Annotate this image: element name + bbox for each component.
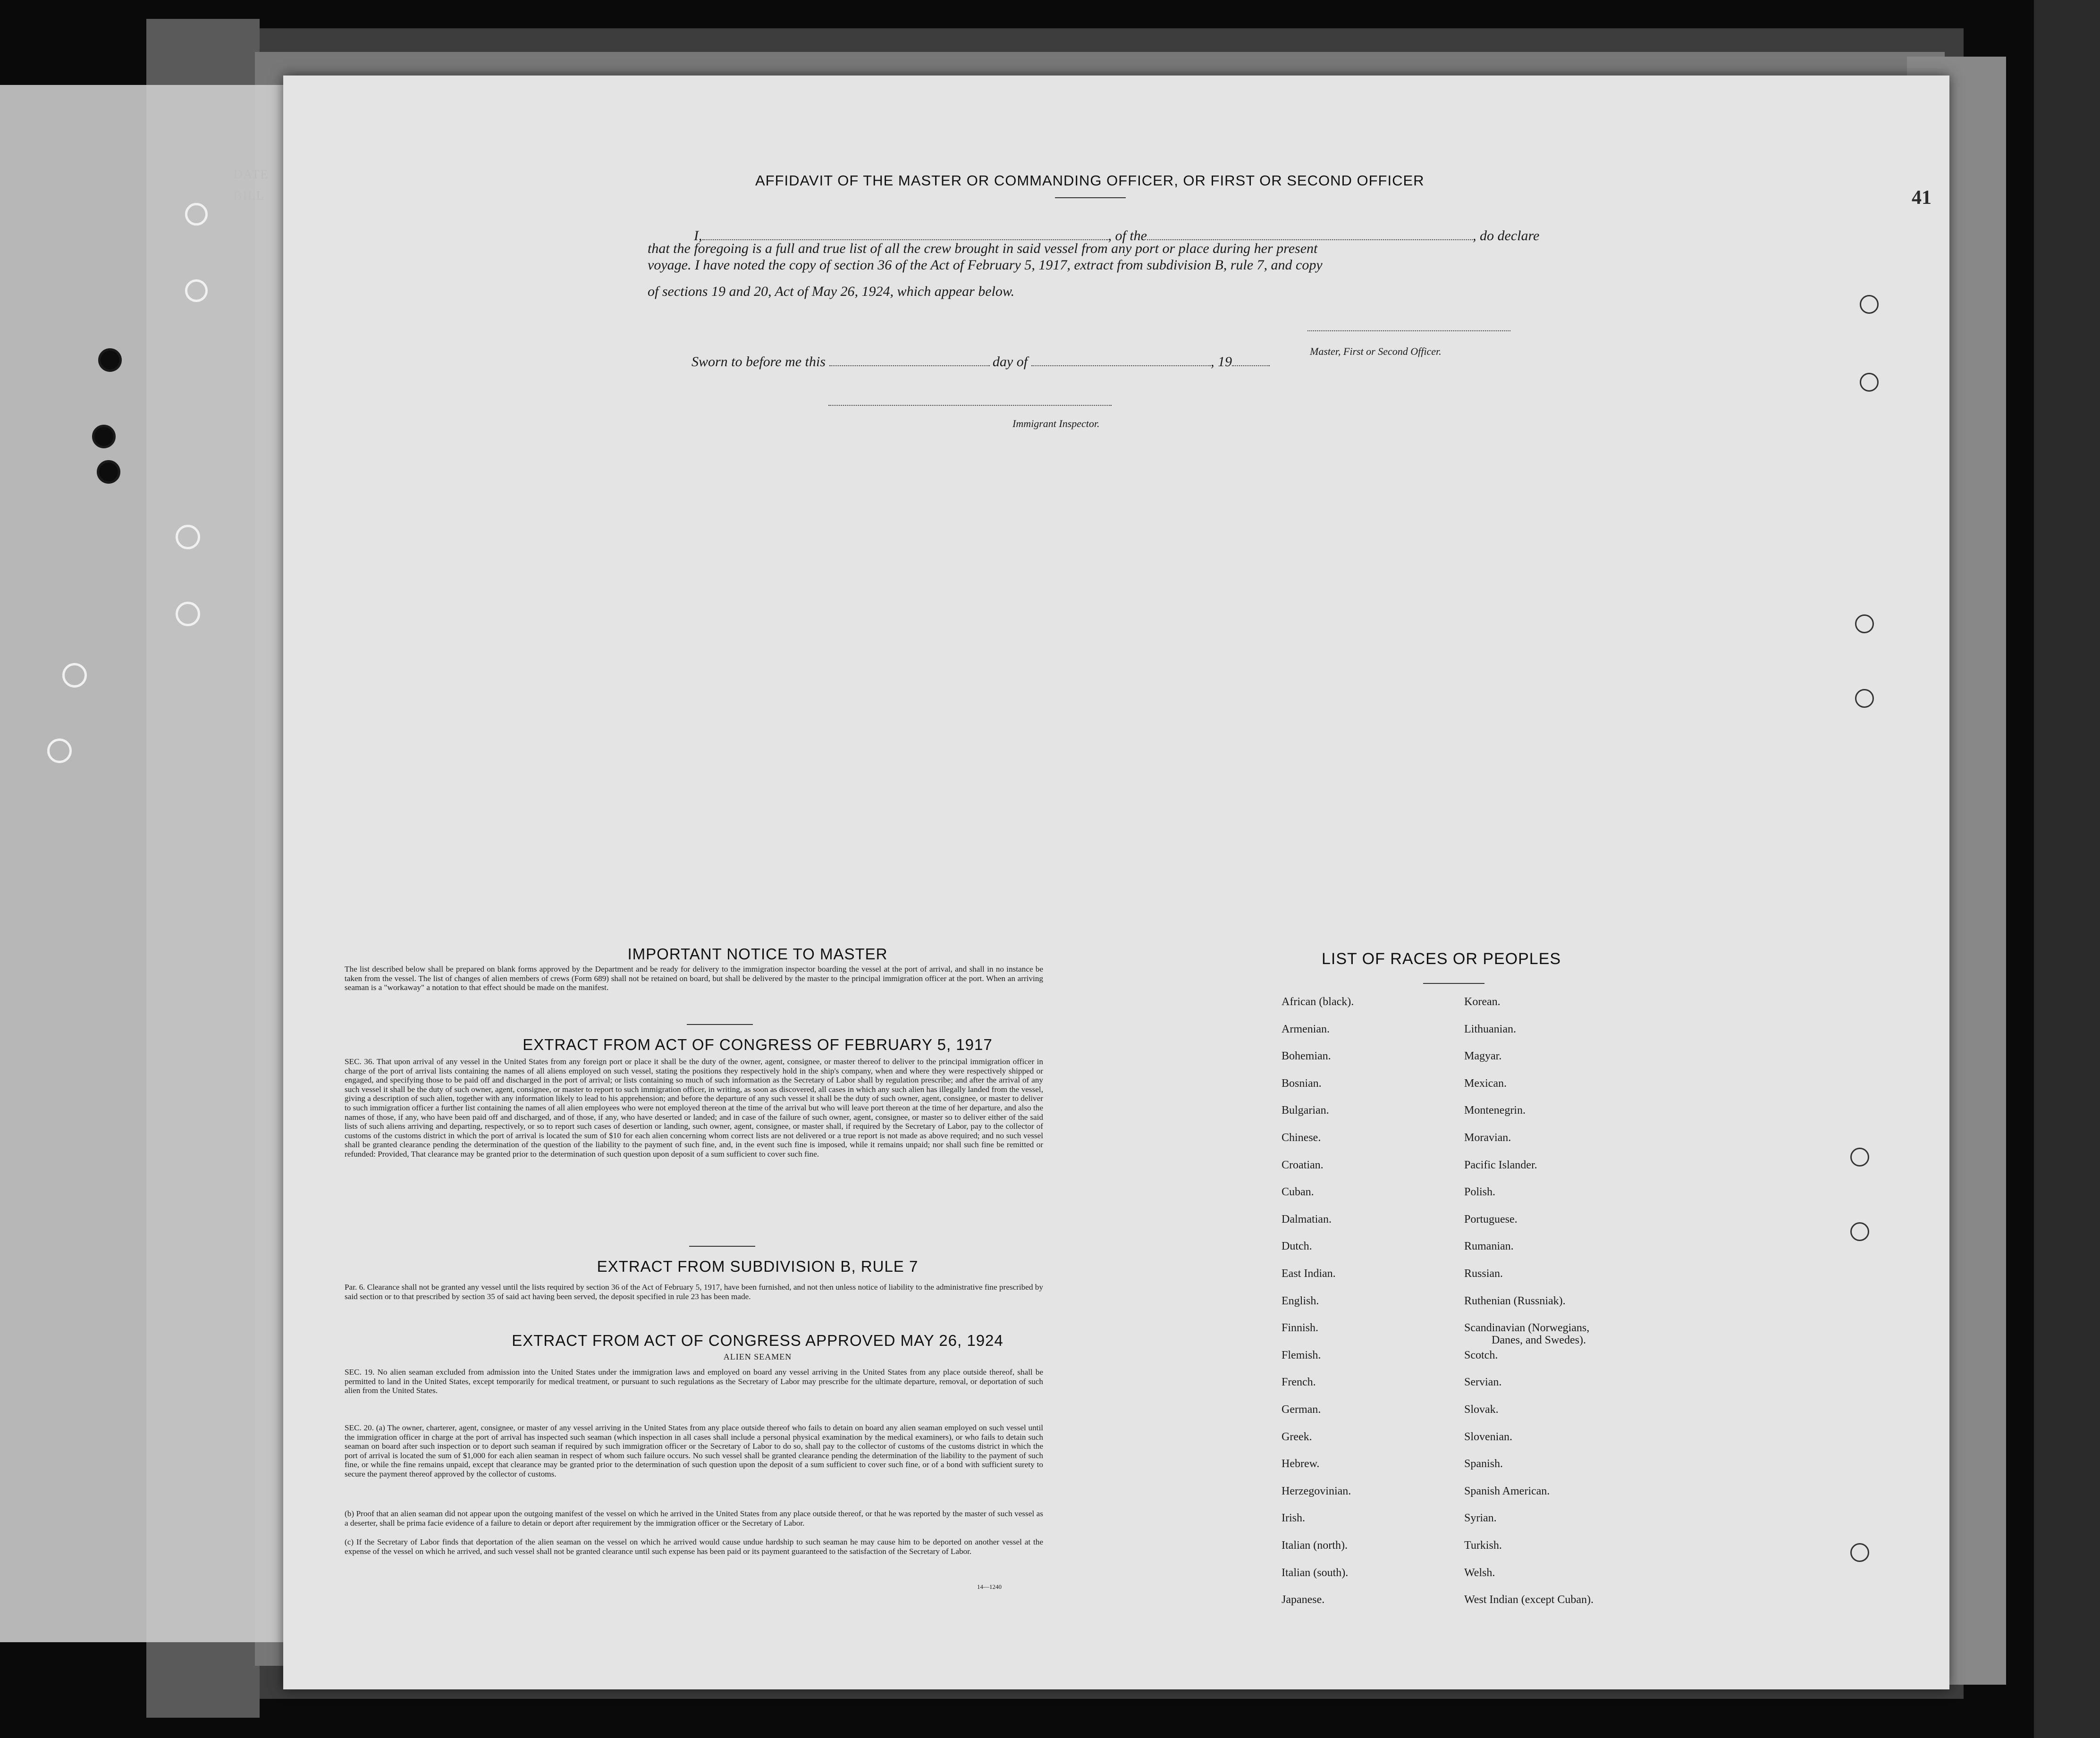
race-item: Spanish. [1464,1458,1503,1470]
races-rule [1423,983,1484,984]
vessel-blank [1147,239,1473,240]
affidavit-title: AFFIDAVIT OF THE MASTER OR COMMANDING OFFICER, OR FIRST OR SECOND OFFICER [755,172,1425,189]
race-item: Bulgarian. [1282,1104,1329,1117]
races-title: LIST OF RACES OR PEOPLES [1322,950,1561,968]
race-item: Flemish. [1282,1349,1321,1361]
race-item: Rumanian. [1464,1240,1514,1253]
sworn-text: Sworn to before me this [692,354,826,369]
right-border [2034,0,2100,1738]
punch-hole [176,525,200,549]
race-item: Mexican. [1464,1077,1507,1090]
race-item: Slovenian. [1464,1430,1512,1443]
race-item: German. [1282,1403,1321,1416]
signature-label: Master, First or Second Officer. [1310,345,1442,357]
race-item: Dutch. [1282,1240,1312,1253]
affidavit-line-4: of sections 19 and 20, Act of May 26, 1924, which appear below. [648,284,1015,299]
race-item: Portuguese. [1464,1213,1518,1226]
race-item: West Indian (except Cuban). [1464,1594,1594,1606]
race-item: Croatian. [1282,1159,1324,1171]
inspector-signature-blank [828,405,1112,406]
date-edge-label: DATE [234,168,269,181]
race-item: Herzegovinian. [1282,1485,1351,1497]
race-item: Russian. [1464,1268,1503,1280]
race-item: English. [1282,1294,1319,1307]
day-of: day of [992,354,1028,369]
race-item: Dalmatian. [1282,1213,1332,1226]
day-blank [829,365,990,366]
affidavit-of-the: , of the [1108,228,1147,243]
race-item: Irish. [1282,1512,1305,1525]
punch-hole [185,203,208,226]
race-item: African (black). [1282,996,1354,1008]
rule-7-text: Par. 6. Clearance shall not be granted any vessel until the lists required by section 36 of the Act of February 5, 1917, have been furnished, and not then unless notice of liability to the administrative fine prescribed by said section or to that prescribed by section 35 of said act having been served, the deposit specified in rule 23 has been made. [345,1283,1043,1301]
punch-hole [1850,1222,1869,1241]
affidavit-declare: , do declare [1473,228,1540,243]
bill-edge-label: BILL [234,189,265,202]
affidavit-line-3: voyage. I have noted the copy of section 36 of the Act of February 5, 1917, extract from subdivision B, rule 7, and copy [648,257,1323,273]
race-item: Slovak. [1464,1403,1499,1416]
race-item: Spanish American. [1464,1485,1550,1497]
inspector-label: Immigrant Inspector. [1012,418,1100,429]
race-item: Greek. [1282,1430,1312,1443]
rule-7-title: EXTRACT FROM SUBDIVISION B, RULE 7 [597,1258,919,1275]
race-item: Polish. [1464,1186,1496,1199]
race-item: French. [1282,1376,1316,1389]
sworn-line [692,354,1270,370]
signature-blank [1307,330,1510,331]
sec-20c-text: (c) If the Secretary of Labor finds that deportation of the alien seaman on the vessel on which he arrived would cause undue hardship to such seaman he may cause him to be deported on another vessel at the expense of the vessel on which he arrived, and such vessel shall not be granted clearance until such expense has been paid or its payment guaranteed to the satisfaction of the Secretary of Labor. [345,1537,1043,1556]
affidavit-line-2: that the foregoing is a full and true list of all the crew brought in said vessel from any port or place during her present [648,241,1318,256]
race-item: Bohemian. [1282,1050,1331,1063]
race-item: Finnish. [1282,1322,1319,1335]
month-blank [1031,365,1211,366]
race-item: Ruthenian (Russniak). [1464,1294,1566,1307]
sec-20b-text: (b) Proof that an alien seaman did not appear upon the outgoing manifest of the vessel on which he arrived in the United States from any place outside thereof, or that he was reported by the master of such vessel as a deserter, shall be prima facie evidence of a failure to detain or deport after requirement by the immigration officer or the Secretary of Labor. [345,1509,1043,1528]
race-item: Japanese. [1282,1594,1325,1606]
race-item: Montenegrin. [1464,1104,1526,1117]
punch-hole [1855,689,1874,708]
extract-1917-rule [689,1246,755,1247]
extract-1917-title: EXTRACT FROM ACT OF CONGRESS OF FEBRUARY 5, 1917 [523,1036,993,1053]
punch-hole [1855,614,1874,633]
sec-19-text: SEC. 19. No alien seaman excluded from admission into the United States under the immigration laws and employed on board any vessel arriving in the United States from any place outside thereof, shall be permitted to land in the United States, except temporarily for medical treatment, or pursuant to such regulations as the Secretary of Labor may prescribe for the ultimate departure, removal, or deportation of such alien from the United States. [345,1368,1043,1395]
race-item: Armenian. [1282,1023,1330,1035]
race-item: Turkish. [1464,1539,1502,1552]
race-item: Korean. [1464,996,1501,1008]
race-item: Syrian. [1464,1512,1497,1525]
punch-hole [92,425,116,448]
year-prefix: , 19 [1211,354,1232,369]
race-item: Magyar. [1464,1050,1502,1063]
race-item: East Indian. [1282,1268,1336,1280]
left-ledger-sheet [0,85,293,1642]
extract-1917-text: SEC. 36. That upon arrival of any vessel in the United States from any foreign port or place it shall be the duty of the owner, agent, consignee, or master thereof to deliver to the principal immigration officer in charge of the port of arrival lists containing the names of all aliens employed on such vessel, stating the positions they respectively hold in the ship's company, when and where they were respectively shipped or engaged, and specifying those to be paid off and discharged in the port of arrival; or lists containing so much of such information as the Secretary of Labor shall by regulation prescribe; and after the arrival of any such vessel it shall be the duty of such owner, agent, consignee, or master to report to such immigration officer, in writing, as soon as discovered, all cases in which any such alien has illegally landed from the vessel, giving a description of such alien, together with any information likely to lead to his apprehension; and before the departure of any such vessel it shall be the duty of such owner, agent, consignee, or master to deliver to such immigration officer a further list containing the names of all alien employees who were not employed thereon at the time of the arrival but who will leave port thereon at the time of her departure, and also the names of those, if any, who have been paid off and discharged, and of those, if any, who have deserted or landed; and in case of the failure of such owner, agent, consignee, or master so to deliver either of the said lists of such aliens arriving and departing, respectively, or so to report such cases of desertion or landing, such owner, agent, consignee, or master shall, if required by the Secretary of Labor, pay to the collector of customs of the customs district in which the port of arrival is located the sum of $10 for each alien concerning whom correct lists are not delivered or a true report is not made as above required; and no such vessel shall be granted clearance pending the determination of the question of the liability to the payment of such fine, and, in the event such fine is imposed, while it remains unpaid; nor shall such fine be remitted or refunded: Provided, That clearance may be granted prior to the determination of such question upon deposit of a sum sufficient to cover such fine. [345,1057,1043,1159]
extract-1924-title: EXTRACT FROM ACT OF CONGRESS APPROVED MAY 26, 1924 [512,1332,1004,1349]
punch-hole [97,460,120,484]
race-item: Chinese. [1282,1132,1321,1144]
sec-20a-text: SEC. 20. (a) The owner, charterer, agent, consignee, or master of any vessel arriving in the United States from any place outside thereof who fails to detain on board any alien seaman employed on such vessel until the immigration officer in charge at the port of arrival has inspected such seaman (which inspection in all cases shall include a personal physical examination by the medical examiners), or who fails to detain such seaman on board after such inspection or to deport such seaman if required by such immigration officer or the Secretary of Labor to do so, shall pay to the collector of customs of the customs district in which the port of arrival is located the sum of $1,000 for each alien seaman in respect of whom such failure occurs. No such vessel shall be granted clearance pending the determination of the liability to the payment of such fine, or while the fine remains unpaid, except that clearance may be granted prior to the determination of such question upon the deposit of a sum sufficient to cover such fine, or of a bond with sufficient surety to secure the payment thereof approved by the collector of customs. [345,1423,1043,1478]
year-blank [1232,365,1270,366]
punch-hole [176,602,200,626]
notice-rule [687,1024,753,1025]
race-item: Welsh. [1464,1566,1495,1579]
race-item: Servian. [1464,1376,1502,1389]
race-item: Bosnian. [1282,1077,1322,1090]
alien-seamen-subtitle: ALIEN SEAMEN [723,1352,792,1361]
race-item: Lithuanian. [1464,1023,1516,1035]
form-number: 14—1240 [977,1583,1002,1590]
affidavit-i: I, [694,228,702,243]
notice-title: IMPORTANT NOTICE TO MASTER [627,945,888,963]
punch-hole [1860,373,1879,392]
notice-text: The list described below shall be prepared on blank forms approved by the Department and be ready for delivery to the immigration inspector boarding the vessel at the port of arrival, and shall in no instance be taken from the vessel. The list of changes of alien members of crews (Form 689) shall not be retained on board, but shall be delivered by the master to the principal immigration officer at the port. When an arriving seaman is a "workaway" a notation to that effect should be made on the manifest. [345,965,1043,992]
punch-hole [62,663,87,688]
race-item: Italian (north). [1282,1539,1348,1552]
name-blank [702,239,1108,240]
race-item: Pacific Islander. [1464,1159,1537,1171]
punch-hole [185,279,208,302]
race-item: Scandinavian (Norwegians, [1464,1322,1590,1335]
race-item: Moravian. [1464,1132,1511,1144]
race-item: Danes, and Swedes). [1492,1334,1586,1347]
punch-hole [98,348,122,372]
punch-hole [47,739,72,763]
title-rule [1055,197,1126,198]
race-item: Italian (south). [1282,1566,1349,1579]
race-item: Scotch. [1464,1349,1498,1361]
race-item: Hebrew. [1282,1458,1320,1470]
page-number: 41 [1912,187,1931,209]
punch-hole [1850,1543,1869,1562]
race-item: Cuban. [1282,1186,1314,1199]
punch-hole [1850,1148,1869,1167]
punch-hole [1860,295,1879,314]
